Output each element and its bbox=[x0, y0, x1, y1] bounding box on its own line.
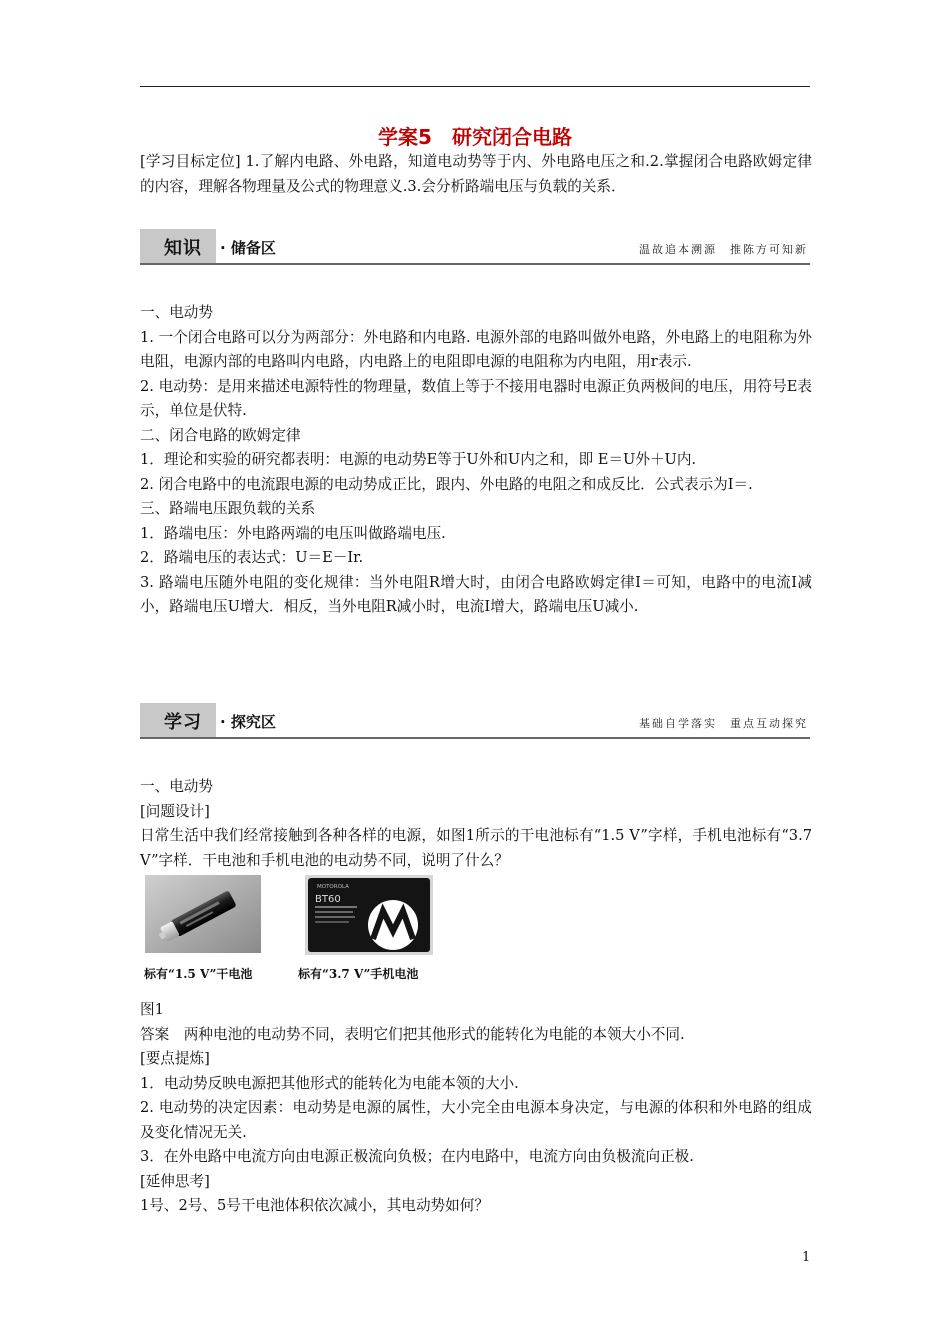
heading-ohms-law: 二、闭合电路的欧姆定律 bbox=[140, 426, 301, 444]
header-rule bbox=[140, 86, 810, 87]
answer-paragraph: 答案 两种电池的电动势不同，表明它们把其他形式的能转化为电能的本领大小不同. bbox=[140, 1025, 685, 1043]
page-title: 学案5 研究闭合电路 bbox=[378, 125, 572, 149]
heading-terminal-voltage: 三、路端电压跟负载的关系 bbox=[140, 500, 316, 517]
paragraph: 2. 电动势：是用来描述电源特性的物理量，数值上等于不接用电器时电源正负两极间的电压，用符号E表示，单位是伏特. bbox=[140, 377, 812, 419]
label-key-points: [要点提炼] bbox=[140, 1050, 210, 1067]
study-body-text bbox=[140, 998, 812, 1219]
section-rule bbox=[140, 737, 810, 739]
paragraph: 1．路端电压：外电路两端的电压叫做路端电压. bbox=[140, 524, 446, 542]
label-problem-design: [问题设计] bbox=[140, 802, 210, 820]
study-intro-text bbox=[140, 775, 812, 873]
paragraph: 1号、2号、5号干电池体积依次减小，其电动势如何？ bbox=[140, 1197, 489, 1214]
paragraph: 1. 一个闭合电路可以分为两部分：外电路和内电路. 电源外部的电路叫做外电路，外电路上的电阻称为外电阻，电源内部的电路叫内电路，内电路上的电阻即电源的电阻称为内电阻，用r表示. bbox=[140, 328, 812, 370]
section-subtitle: · 储备区 bbox=[220, 239, 276, 257]
figure-caption-phone-battery: 标有“3.7 V”手机电池 bbox=[298, 967, 419, 981]
paragraph: 3. 路端电压随外电阻的变化规律：当外电阻R增大时，由闭合电路欧姆定律I＝可知，电路中的电流I减小，路端电压U增大．相反，当外电阻R减小时，电流I增大，路端电压U减小. bbox=[140, 573, 812, 615]
section-rule bbox=[140, 263, 810, 265]
phone-brand-text: MOTOROLA bbox=[317, 884, 349, 890]
page-number: 1 bbox=[802, 1250, 811, 1265]
paragraph: 日常生活中我们经常接触到各种各样的电源，如图1所示的干电池标有“1.5 V”字样，手机电池标有“3.7 V”字样．干电池和手机电池的电动势不同，说明了什么？ bbox=[140, 827, 812, 869]
figure-label: 图1 bbox=[140, 1001, 164, 1018]
paragraph: 2. 电动势的决定因素：电动势是电源的属性，大小完全由电源本身决定，与电源的体积和外电路的组成及变化情况无关. bbox=[140, 1099, 812, 1141]
heading-emf: 一、电动势 bbox=[140, 778, 213, 795]
aa-battery-photo bbox=[145, 875, 261, 953]
paragraph: 3．在外电路中电流方向由电源正极流向负极；在内电路中，电流方向由负极流向正极. bbox=[140, 1148, 694, 1165]
section-motto: 温故追本溯源 推陈方可知新 bbox=[639, 243, 808, 256]
heading-emf: 一、电动势 bbox=[140, 304, 213, 321]
section-motto: 基础自学落实 重点互动探究 bbox=[639, 717, 808, 730]
phone-model-text: BT60 bbox=[315, 894, 341, 905]
label-extended-thinking: [延伸思考] bbox=[140, 1172, 210, 1190]
knowledge-reserve-text bbox=[140, 301, 812, 620]
paragraph: 2. 闭合电路中的电流跟电源的电动势成正比，跟内、外电路的电阻之和成反比．公式表示为I＝. bbox=[140, 475, 753, 493]
section-tab-label: 知识 bbox=[164, 238, 202, 259]
section-band-knowledge bbox=[140, 229, 810, 265]
paragraph: 1．电动势反映电源把其他形式的能转化为电能本领的大小. bbox=[140, 1074, 519, 1092]
phone-battery-photo bbox=[305, 875, 433, 955]
section-tab-label: 学习 bbox=[164, 712, 202, 733]
paragraph: 2．路端电压的表达式：U＝E－Ir. bbox=[140, 549, 364, 566]
figure-caption-dry-cell: 标有“1.5 V”干电池 bbox=[144, 967, 253, 981]
section-band-study bbox=[140, 703, 810, 739]
section-subtitle: · 探究区 bbox=[220, 713, 276, 731]
learning-objectives: [学习目标定位] 1.了解内电路、外电路，知道电动势等于内、外电路电压之和.2.掌握闭合电路欧姆定律的内容，理解各物理量及公式的物理意义.3.会分析路端电压与负载的关系． bbox=[140, 153, 812, 195]
paragraph: 1．理论和实验的研究都表明：电源的电动势E等于U外和U内之和，即 E＝U外＋U内. bbox=[140, 451, 697, 468]
